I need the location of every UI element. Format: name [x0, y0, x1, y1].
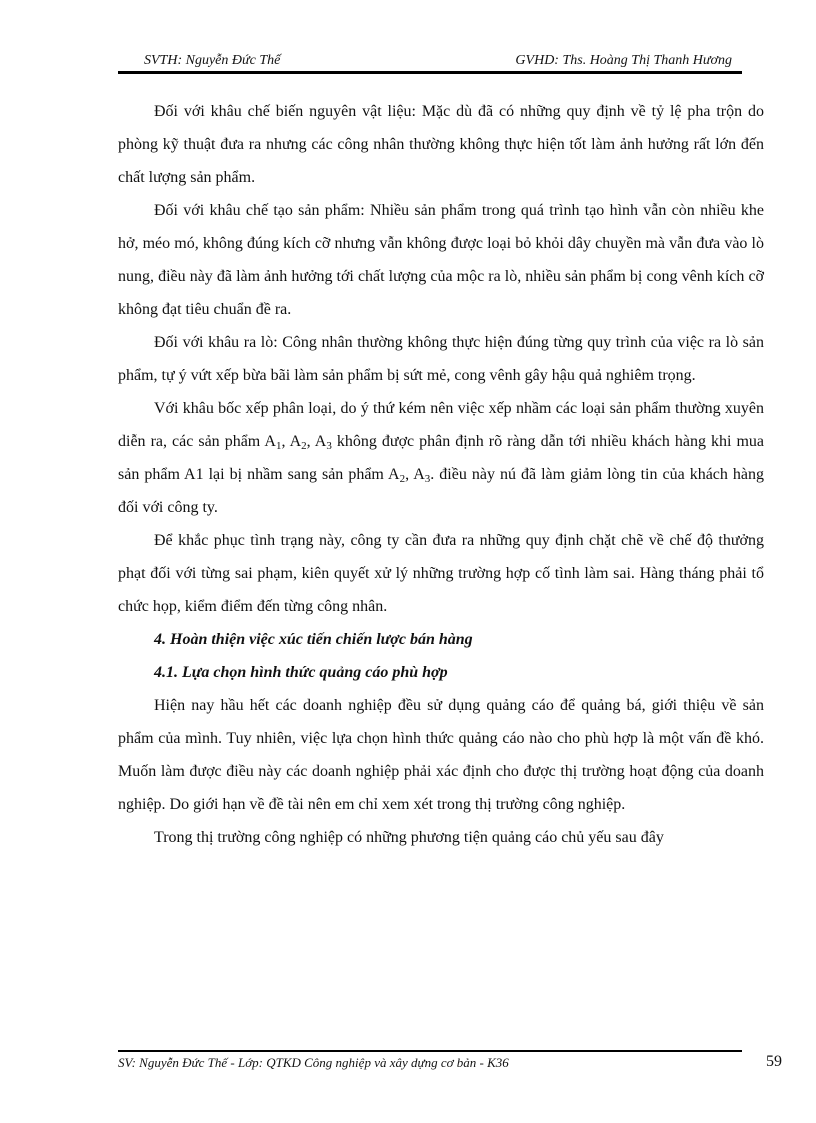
paragraph-kiln-output: Đối với khâu ra lò: Công nhân thường không thực hiện đúng từng quy trình của việc ra lò sản phẩm, tự ý vứt xếp bừa bãi làm sản phẩm bị sứt mẻ, cong vênh gây hậu quả nghiêm trọng.: [118, 334, 764, 384]
subscript-1: 1: [275, 440, 282, 452]
footer-rule: [118, 1050, 742, 1053]
paragraph-advertising: Hiện nay hầu hết các doanh nghiệp đều sử dụng quảng cáo để quảng bá, giới thiệu về sản phẩm của mình. Tuy nhiên, việc lựa chọn hình thức quảng cáo nào cho phù hợp là một vấn đề khó. Muốn làm được điều này các doanh nghiệp phải xác định cho được thị trường hoạt động của doanh nghiệp. Do giới hạn về đề tài nên em chỉ xem xét trong thị trường công nghiệp.: [118, 697, 764, 813]
sorting-text-a: Với khâu bốc xếp phân loại, do ý thứ kém nên việc xếp nhầm các loại sản phẩm thường xuyên diễn ra, các sản phẩm A: [118, 400, 764, 450]
subscript-2: 2: [301, 440, 307, 452]
page-body: [118, 95, 764, 854]
sorting-text-b: , A: [281, 433, 302, 450]
sorting-text-f: . điều này nú đã làm giảm lòng tin của khách hàng đối với công ty.: [118, 466, 765, 516]
sorting-text-d: không được phân định rõ ràng dẫn tới nhiều khách hàng khi mua sản phẩm A1 lại bị nhầm sang sản phẩm A: [118, 433, 765, 483]
sorting-text-e: , A: [405, 466, 425, 483]
section-heading-4-1: 4.1. Lựa chọn hình thức quảng cáo phù hợp: [154, 664, 448, 681]
section-heading-4: 4. Hoàn thiện việc xúc tiến chiến lược bán hàng: [154, 631, 473, 648]
paragraph-sorting: [118, 392, 764, 524]
page-number: 59: [766, 1053, 782, 1070]
header-student: SVTH: Nguyễn Đức Thế: [144, 53, 281, 68]
sorting-text-c: , A: [306, 433, 327, 450]
subscript-2b: 2: [399, 473, 406, 485]
paragraph-raw-material: Đối với khâu chế biến nguyên vật liệu: Mặc dù đã có những quy định về tỷ lệ pha trộn do phòng kỹ thuật đưa ra nhưng các công nhân thường không thực hiện tốt làm ảnh hưởng rất lớn đến chất lượng sản phẩm.: [118, 103, 764, 186]
paragraph-remedy: Để khắc phục tình trạng này, công ty cần đưa ra những quy định chặt chẽ về chế độ thưởng phạt đối với từng sai phạm, kiên quyết xử lý những trường hợp cố tình làm sai. Hàng tháng phải tổ chức họp, kiểm điểm đến từng công nhân.: [118, 532, 764, 615]
header-rule: [118, 71, 742, 74]
paragraph-manufacturing: Đối với khâu chế tạo sản phẩm: Nhiều sản phẩm trong quá trình tạo hình vẫn còn nhiều khe hở, méo mó, không đúng kích cỡ nhưng vẫn không được loại bỏ khỏi dây chuyền mà vẫn đưa vào lò nung, điều này đã làm ảnh hưởng tới chất lượng của mộc ra lò, nhiều sản phẩm bị cong vênh kích cỡ không đạt tiêu chuẩn đề ra.: [118, 202, 764, 318]
subscript-3: 3: [326, 440, 332, 452]
subscript-3b: 3: [424, 473, 431, 485]
header-supervisor: GVHD: Ths. Hoàng Thị Thanh Hương: [515, 53, 732, 68]
paragraph-industrial-media: Trong thị trường công nghiệp có những phương tiện quảng cáo chủ yếu sau đây: [154, 829, 664, 846]
page-header: [118, 50, 742, 72]
footer-student-class: SV: Nguyễn Đức Thế - Lớp: QTKD Công nghiệp và xây dựng cơ bản - K36: [118, 1055, 509, 1070]
